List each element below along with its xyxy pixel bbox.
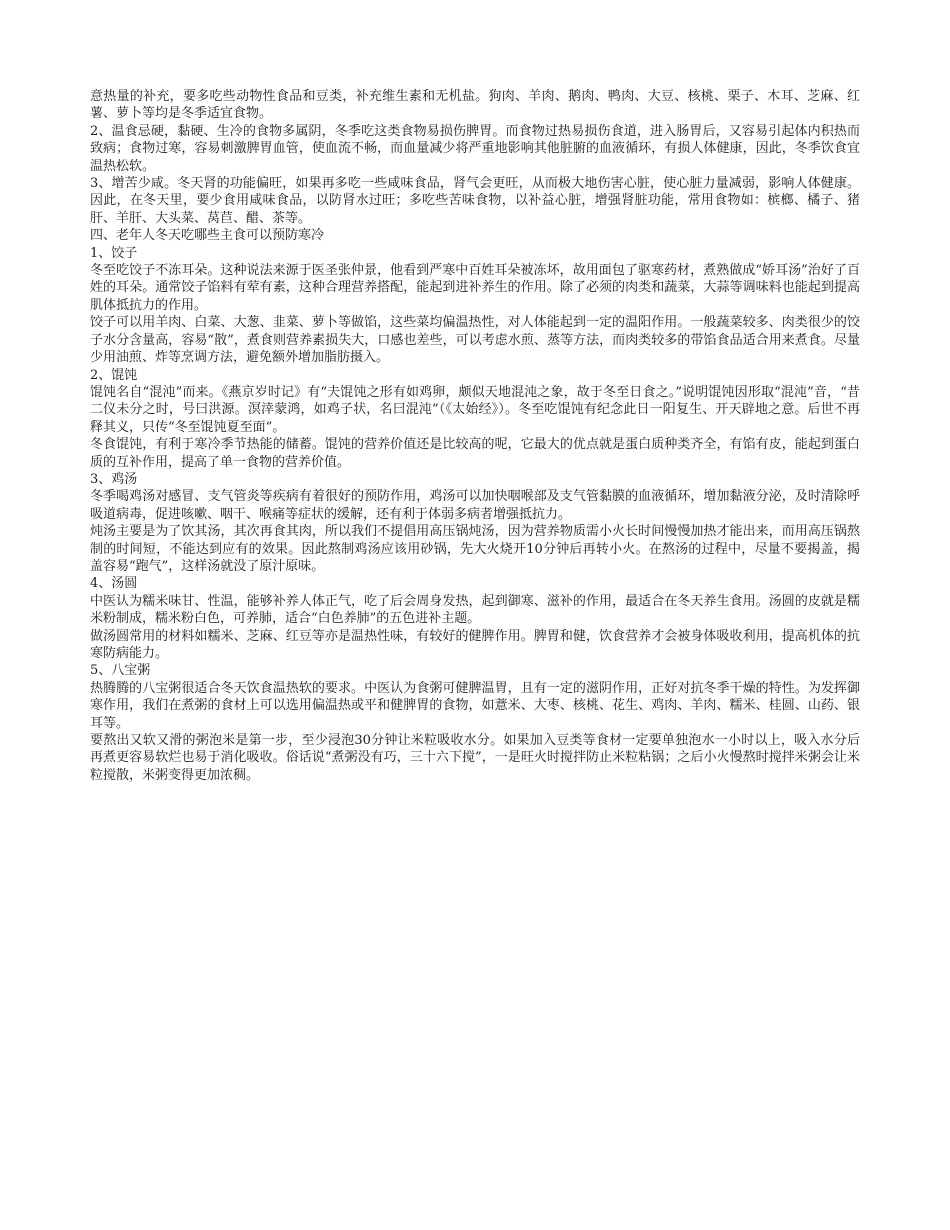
section-heading-staple-foods: 四、老年人冬天吃哪些主食可以预防寒冷 (90, 228, 325, 244)
document-body (90, 88, 860, 784)
paragraph-dumplings-filling: 饺子可以用羊肉、白菜、大葱、韭菜、萝卜等做馅，这些菜均偏温热性，对人体能起到一定的温阳作用。一般蔬菜较多、肉类很少的饺子水分含量高，容易“散”，煮食则营养素损失大，口感也差些，可以考虑水煎、蒸等方法，而肉类较多的带馅食品适合用来煮食。尽量少用油煎、炸等烹调方法，避免额外增加脂肪摄入。 (90, 315, 860, 366)
paragraph-wonton-origin: 馄饨名自“混沌”而来。《燕京岁时记》有“夫馄饨之形有如鸡卵，颇似天地混沌之象，故于冬至日食之。”说明馄饨因形取“混沌”音，“昔二仪未分之时，号曰洪源。溟涬蒙鸿，如鸡子状，名曰混沌”（《太始经》）。冬至吃馄饨有纪念此日一阳复生、开天辟地之意。后世不再释其义，只传“冬至馄饨夏至面”。 (90, 384, 860, 435)
paragraph-bitter-less-salt: 3、增苦少咸。冬天肾的功能偏旺，如果再多吃一些咸味食品，肾气会更旺，从而极大地伤害心脏，使心脏力量减弱，影响人体健康。因此，在冬天里，要少食用咸味食品，以防肾水过旺；多吃些苦味食物，以补益心脏，增强肾脏功能，常用食物如：槟榔、橘子、猪肝、羊肝、大头菜、莴苣、醋、茶等。 (90, 176, 860, 226)
subheading-wonton: 2、馄饨 (90, 367, 138, 383)
subheading-eight-treasure-porridge: 5、八宝粥 (90, 663, 151, 679)
paragraph-chicken-soup-cooking: 炖汤主要是为了饮其汤，其次再食其肉，所以我们不提倡用高压锅炖汤，因为营养物质需小火长时间慢慢加热才能出来，而用高压锅熬制的时间短，不能达到应有的效果。因此熬制鸡汤应该用砂锅，先大火烧开10分钟后再转小火。在熬汤的过程中，尽量不要揭盖，揭盖容易“跑气”，这样汤就没了原汁原味。 (90, 524, 860, 574)
paragraph-tangyuan-ingredients: 做汤圆常用的材料如糯米、芝麻、红豆等亦是温热性味，有较好的健脾作用。脾胃和健，饮食营养才会被身体吸收利用，提高机体的抗寒防病能力。 (90, 628, 860, 661)
subheading-tangyuan: 4、汤圆 (90, 576, 138, 592)
paragraph-warm-soft-food: 2、温食忌硬，黏硬、生冷的食物多属阴，冬季吃这类食物易损伤脾胃。而食物过热易损伤食道，进入肠胃后，又容易引起体内积热而致病；食物过寒，容易刺激脾胃血管，使血流不畅，而血量减少将严重地影响其他脏腑的血液循环，有损人体健康，因此，冬季饮食宜温热松软。 (90, 123, 860, 174)
paragraph-tangyuan-benefits: 中医认为糯米味甘、性温，能够补养人体正气，吃了后会周身发热，起到御寒、滋补的作用，最适合在冬天养生食用。汤圆的皮就是糯米粉制成，糯米粉白色，可养肺，适合“白色养肺”的五色进补主题。 (90, 593, 860, 627)
paragraph-porridge-benefits: 热腾腾的八宝粥很适合冬天饮食温热软的要求。中医认为食粥可健脾温胃，且有一定的滋阴作用，正好对抗冬季干燥的特性。为发挥御寒作用，我们在煮粥的食材上可以选用偏温热或平和健脾胃的食物，如薏米、大枣、核桃、花生、鸡肉、羊肉、糯米、桂圆、山药、银耳等。 (90, 680, 860, 731)
subheading-dumplings: 1、饺子 (90, 245, 138, 261)
subheading-chicken-soup: 3、鸡汤 (90, 471, 138, 487)
paragraph-porridge-cooking: 要熬出又软又滑的粥泡米是第一步，至少浸泡30分钟让米粒吸收水分。如果加入豆类等食材一定要单独泡水一小时以上，吸入水分后再煮更容易软烂也易于消化吸收。俗话说“煮粥没有巧，三十六下搅”，一是旺火时搅拌防止米粒粘锅；之后小火慢熬时搅拌米粥会让米粒搅散，米粥变得更加浓稠。 (90, 733, 860, 783)
paragraph-winter-foods: 意热量的补充，要多吃些动物性食品和豆类，补充维生素和无机盐。狗肉、羊肉、鹅肉、鸭肉、大豆、核桃、栗子、木耳、芝麻、红薯、萝卜等均是冬季适宜食物。 (90, 89, 860, 122)
paragraph-dumplings-origin: 冬至吃饺子不冻耳朵。这种说法来源于医圣张仲景，他看到严寒中百姓耳朵被冻坏，故用面包了驱寒药材，煮熟做成“娇耳汤”治好了百姓的耳朵。通常饺子馅料有荤有素，这种合理营养搭配，能起到进补养生的作用。除了必须的肉类和蔬菜，大蒜等调味料也能起到提高肌体抵抗力的作用。 (90, 263, 860, 313)
paragraph-chicken-soup-benefits: 冬季喝鸡汤对感冒、支气管炎等疾病有着很好的预防作用，鸡汤可以加快咽喉部及支气管黏膜的血液循环，增加黏液分泌，及时清除呼吸道病毒，促进咳嗽、咽干、喉痛等症状的缓解，还有利于体弱多病者增强抵抗力。 (90, 489, 860, 522)
paragraph-wonton-nutrition: 冬食馄饨，有利于寒冷季节热能的储蓄。馄饨的营养价值还是比较高的呢，它最大的优点就是蛋白质种类齐全，有馅有皮，能起到蛋白质的互补作用，提高了单一食物的营养价值。 (90, 437, 860, 470)
